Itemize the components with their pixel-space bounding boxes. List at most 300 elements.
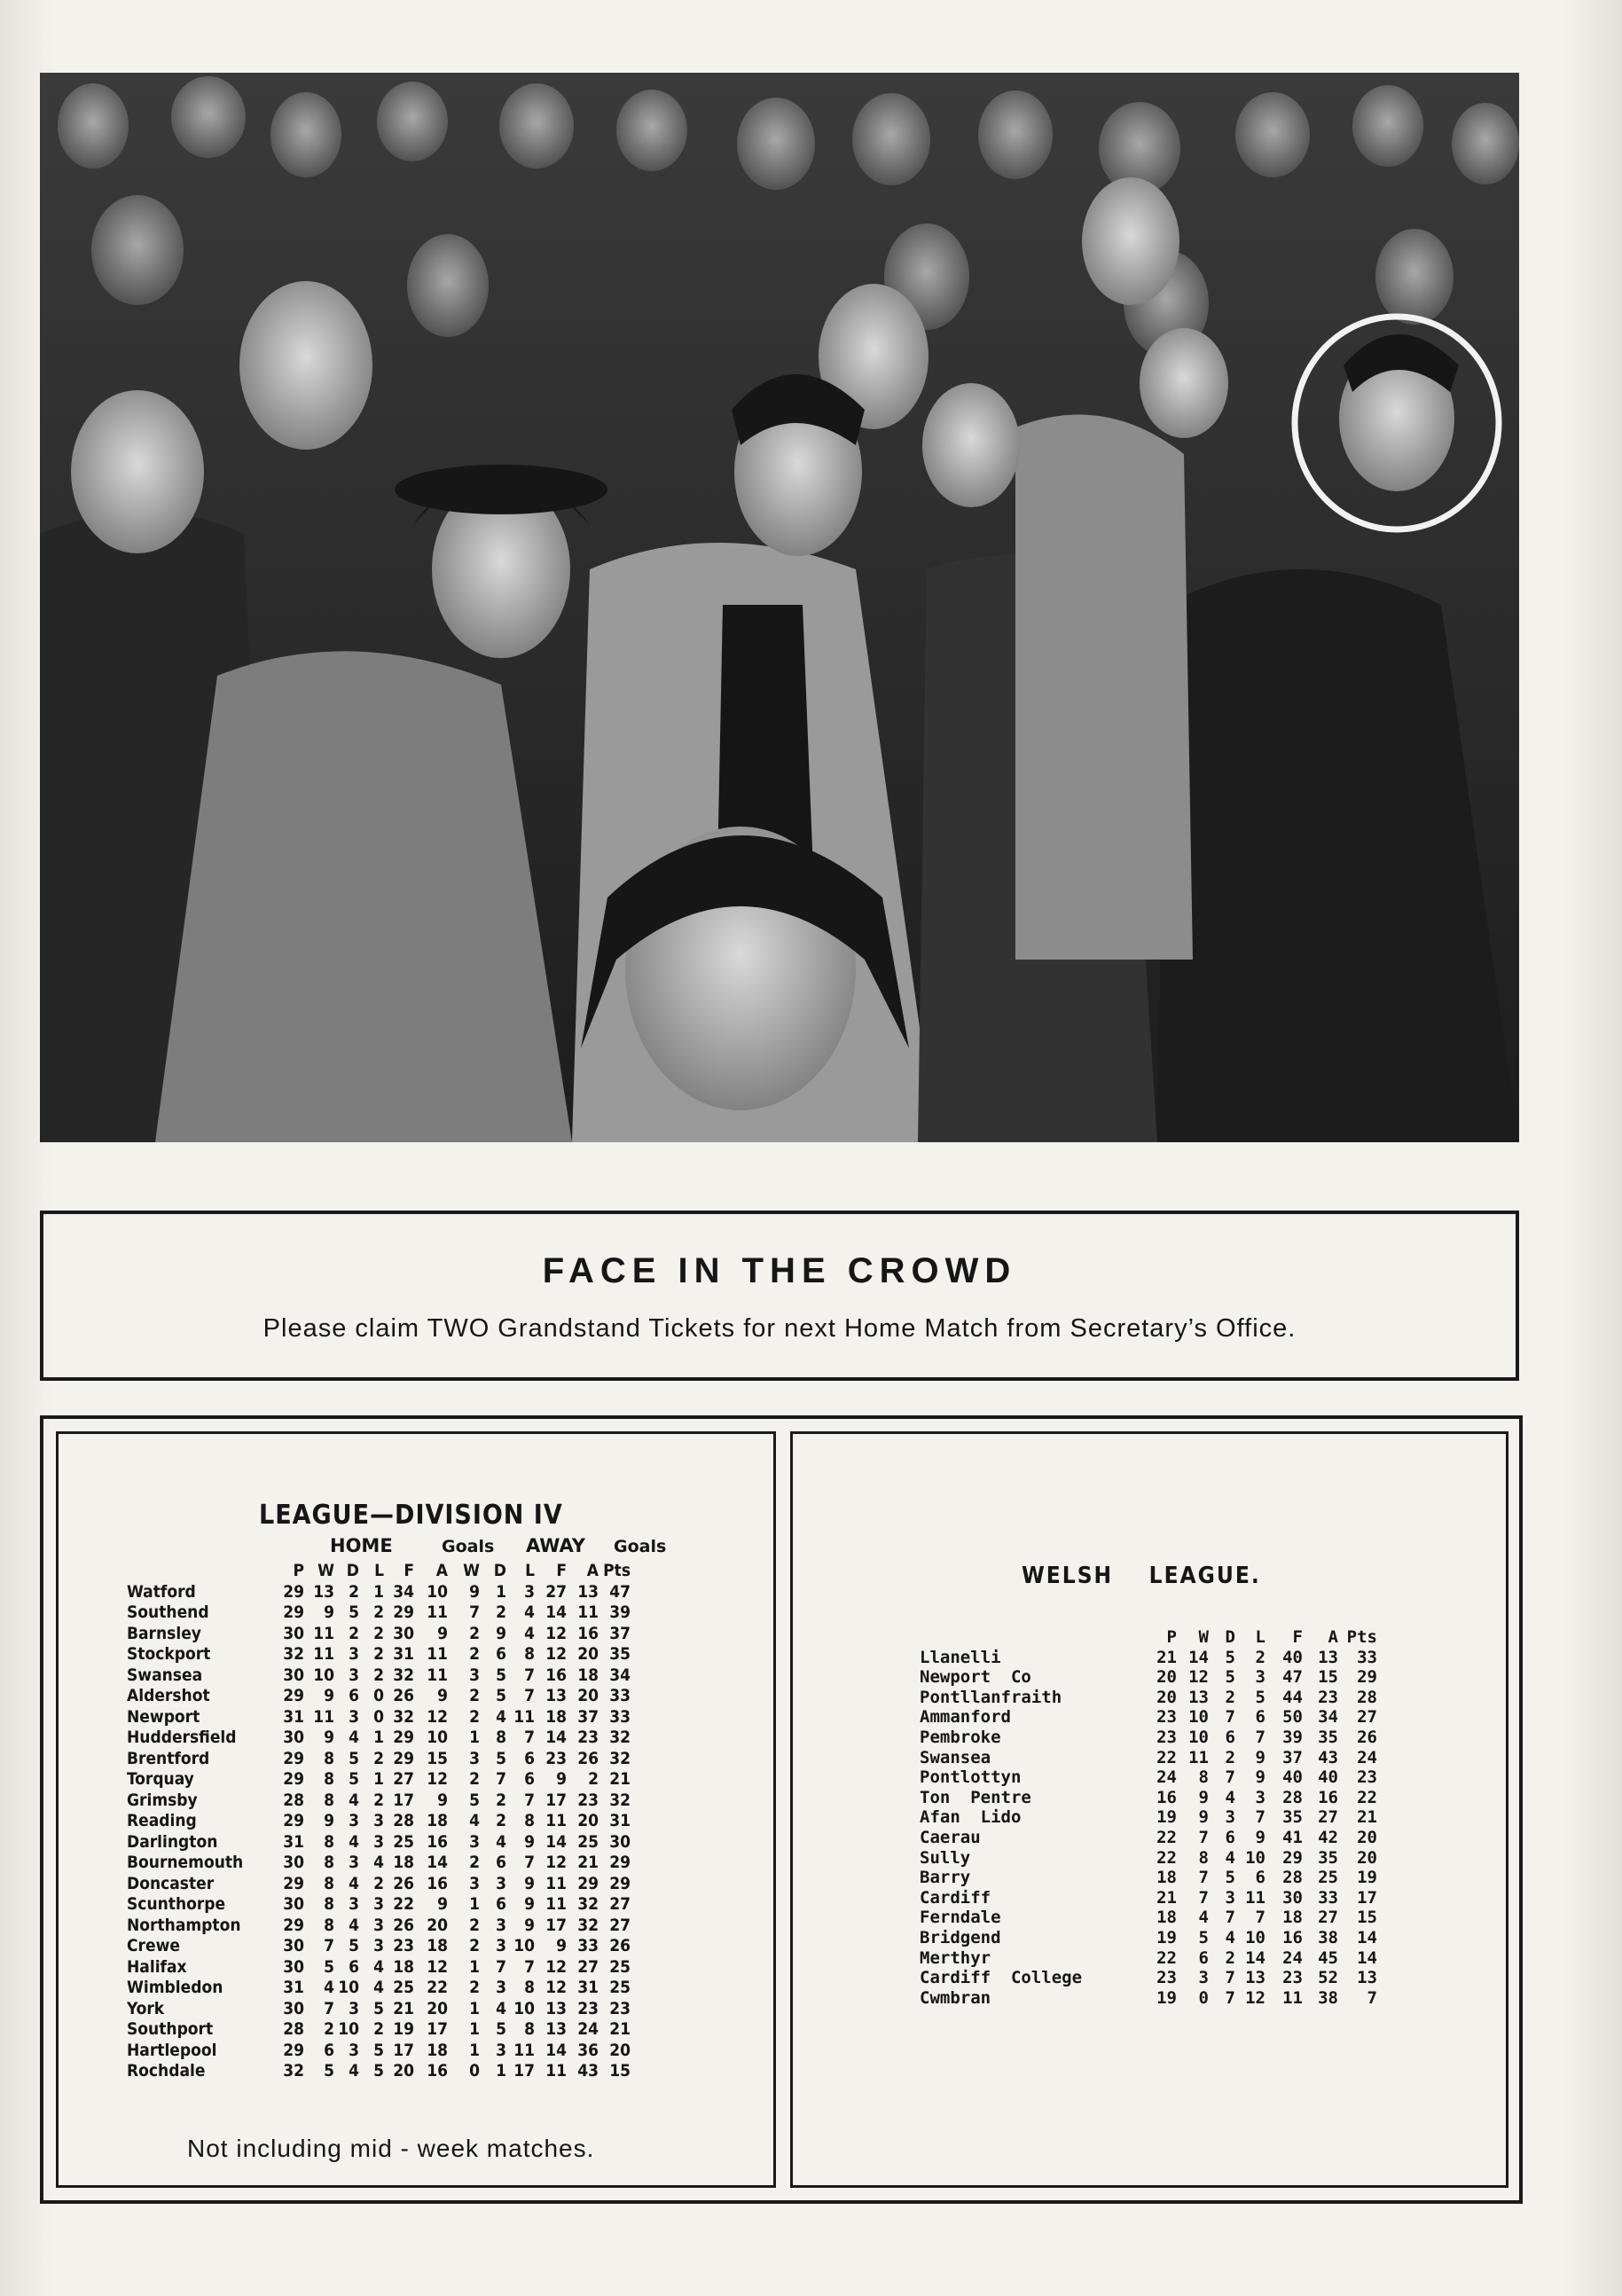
stat-af: 14 (545, 1602, 567, 1622)
stat-pts: 33 (1357, 1647, 1377, 1667)
stat-hf: 18 (393, 1853, 414, 1872)
stat-pts: 21 (1357, 1807, 1377, 1828)
table-row (920, 1888, 1377, 1908)
stat-hf: 32 (393, 1665, 414, 1685)
stat-d: 6 (1225, 1727, 1235, 1747)
table-row (127, 1791, 631, 1812)
stat-hd: 6 (349, 1686, 359, 1705)
stat-ha: 12 (427, 1956, 448, 1977)
stat-af: 11 (545, 1894, 567, 1914)
column-header: W (1198, 1627, 1209, 1647)
stat-ad: 1 (496, 2061, 506, 2081)
stat-af: 12 (545, 1978, 567, 1997)
stat-hw: 5 (324, 1956, 334, 1977)
stat-hd: 3 (349, 1665, 359, 1685)
team-name: Watford (127, 1581, 196, 1602)
table-row (127, 1978, 631, 1999)
team-name: Scunthorpe (127, 1894, 226, 1914)
stat-hd: 5 (349, 1602, 359, 1622)
stat-hl: 1 (373, 1581, 384, 1602)
stat-aw: 2 (469, 1706, 480, 1727)
stat-aw: 4 (469, 1811, 480, 1830)
stat-aw: 1 (469, 2040, 480, 2060)
table-row (127, 1749, 631, 1770)
stat-ha: 22 (427, 1978, 448, 1997)
stat-aa: 20 (577, 1686, 599, 1705)
team-name: Barnsley (127, 1623, 201, 1643)
division-iv-table (127, 1561, 631, 2082)
team-name: Darlington (127, 1831, 218, 1852)
stat-pts: 13 (1357, 1968, 1377, 1988)
stat-p: 23 (1156, 1707, 1177, 1728)
stat-f: 39 (1282, 1727, 1303, 1747)
stat-p: 30 (283, 1853, 304, 1872)
stat-aa: 18 (577, 1665, 599, 1685)
stat-hd: 10 (338, 1978, 359, 1997)
stat-w: 5 (1198, 1927, 1209, 1947)
team-name: Bournemouth (127, 1853, 244, 1872)
stat-hl: 4 (373, 1956, 384, 1977)
stat-p: 20 (1156, 1687, 1177, 1707)
stat-p: 22 (1156, 1847, 1177, 1868)
stat-p: 29 (283, 1581, 304, 1602)
team-name: Grimsby (127, 1790, 198, 1810)
stat-l: 7 (1255, 1727, 1265, 1747)
team-name: Pontllanfraith (920, 1687, 1062, 1707)
stat-pts: 47 (609, 1581, 631, 1602)
stat-af: 17 (545, 1915, 567, 1935)
stat-pts: 23 (609, 1998, 631, 2018)
table-row (920, 1648, 1377, 1668)
stat-p: 21 (1156, 1647, 1177, 1667)
stat-aw: 7 (469, 1602, 480, 1622)
stat-hf: 27 (393, 1769, 414, 1789)
stat-aw: 1 (469, 1998, 480, 2018)
stat-aw: 0 (469, 2061, 480, 2081)
team-name: Cwmbran (920, 1987, 991, 2008)
stat-hf: 34 (393, 1581, 414, 1602)
stat-f: 40 (1282, 1647, 1303, 1667)
column-header: D (346, 1561, 359, 1580)
team-name: Crewe (127, 1936, 180, 1955)
table-row (920, 1828, 1377, 1848)
welsh-league-title: WELSH LEAGUE. (1022, 1563, 1261, 1589)
stat-f: 35 (1282, 1807, 1303, 1828)
team-name: Pembroke (920, 1727, 1001, 1747)
stat-w: 10 (1188, 1707, 1209, 1728)
stat-ad: 6 (496, 1853, 506, 1872)
stat-w: 11 (1188, 1747, 1209, 1767)
stat-al: 4 (524, 1623, 535, 1643)
stat-af: 9 (556, 1936, 567, 1955)
stat-pts: 20 (609, 2040, 631, 2060)
stat-al: 10 (513, 1998, 535, 2018)
stat-l: 9 (1255, 1747, 1265, 1767)
stat-hf: 19 (393, 2019, 414, 2039)
stat-al: 11 (513, 2040, 535, 2060)
stat-w: 0 (1198, 1987, 1209, 2008)
table-row (127, 1644, 631, 1665)
stat-ad: 6 (496, 1894, 506, 1914)
stat-f: 16 (1282, 1927, 1303, 1947)
table-row (920, 1748, 1377, 1768)
stat-ad: 4 (496, 1831, 506, 1852)
stat-d: 7 (1225, 1968, 1235, 1988)
table-row (127, 1832, 631, 1853)
table-row (920, 1868, 1377, 1888)
column-header: A (1328, 1627, 1338, 1647)
stat-hf: 26 (393, 1686, 414, 1705)
stat-af: 23 (545, 1748, 567, 1768)
stat-hd: 4 (349, 2061, 359, 2081)
stat-hw: 8 (324, 1894, 334, 1914)
stat-hw: 11 (313, 1623, 334, 1643)
away-group-header: AWAY (526, 1535, 585, 1556)
stat-aw: 3 (469, 1831, 480, 1852)
stat-ha: 16 (427, 1873, 448, 1893)
stat-p: 30 (283, 1936, 304, 1955)
stat-pts: 20 (1357, 1847, 1377, 1868)
team-name: Torquay (127, 1769, 194, 1789)
team-name: Bridgend (920, 1927, 1001, 1947)
stat-pts: 14 (1357, 1947, 1377, 1968)
table-row (127, 1707, 631, 1728)
stat-aw: 2 (469, 1915, 480, 1935)
stat-pts: 37 (609, 1623, 631, 1643)
stat-aa: 16 (577, 1623, 599, 1643)
stat-aa: 32 (577, 1915, 599, 1935)
stat-af: 17 (545, 1790, 567, 1810)
table-header-row (127, 1561, 631, 1582)
stat-p: 29 (283, 1686, 304, 1705)
stat-hl: 2 (373, 1790, 384, 1810)
stat-l: 5 (1255, 1687, 1265, 1707)
stat-pts: 32 (609, 1728, 631, 1747)
stat-l: 9 (1255, 1827, 1265, 1847)
stat-a: 34 (1318, 1707, 1338, 1728)
stat-p: 29 (283, 1602, 304, 1622)
stat-hd: 10 (338, 2019, 359, 2039)
stat-ha: 14 (427, 1853, 448, 1872)
division-iv-panel (56, 1431, 776, 2188)
stat-hl: 2 (373, 1602, 384, 1622)
stat-hd: 4 (349, 1831, 359, 1852)
column-header: D (1225, 1627, 1235, 1647)
table-row (127, 1728, 631, 1749)
stat-p: 29 (283, 1748, 304, 1768)
stat-hl: 2 (373, 1665, 384, 1685)
column-header: P (293, 1561, 304, 1580)
stat-al: 7 (524, 1728, 535, 1747)
stat-l: 7 (1255, 1908, 1265, 1928)
stat-pts: 39 (609, 1602, 631, 1622)
stat-p: 31 (283, 1831, 304, 1852)
table-row (920, 1667, 1377, 1688)
caption-subtitle: Please claim TWO Grandstand Tickets for next Home Match from Secretary’s Office. (262, 1314, 1297, 1343)
stat-w: 4 (1198, 1908, 1209, 1928)
stat-w: 8 (1198, 1767, 1209, 1788)
column-header: L (1255, 1627, 1265, 1647)
team-name: Ton Pentre (920, 1787, 1031, 1807)
stat-d: 5 (1225, 1647, 1235, 1667)
stat-ha: 18 (427, 1936, 448, 1955)
stat-hl: 2 (373, 1748, 384, 1768)
stat-al: 6 (524, 1769, 535, 1789)
stat-d: 3 (1225, 1807, 1235, 1828)
team-name: Rochdale (127, 2061, 206, 2081)
stat-a: 27 (1318, 1908, 1338, 1928)
stat-hf: 22 (393, 1894, 414, 1914)
stat-d: 3 (1225, 1887, 1235, 1908)
stat-hl: 1 (373, 1769, 384, 1789)
stat-ha: 11 (427, 1602, 448, 1622)
stat-a: 25 (1318, 1868, 1338, 1888)
stat-hw: 11 (313, 1706, 334, 1727)
stat-aa: 33 (577, 1936, 599, 1955)
stat-ad: 4 (496, 1706, 506, 1727)
stat-ad: 4 (496, 1998, 506, 2018)
table-row (127, 1624, 631, 1645)
stat-p: 28 (283, 1790, 304, 1810)
stat-pts: 35 (609, 1644, 631, 1664)
table-row (127, 1936, 631, 1957)
stat-p: 22 (1156, 1747, 1177, 1767)
stat-pts: 33 (609, 1686, 631, 1705)
table-row (127, 1853, 631, 1874)
stat-hw: 9 (324, 1602, 334, 1622)
stat-pts: 32 (609, 1790, 631, 1810)
stat-aw: 2 (469, 1978, 480, 1997)
stat-w: 7 (1198, 1827, 1209, 1847)
team-name: Doncaster (127, 1873, 215, 1893)
stat-al: 10 (513, 1936, 535, 1955)
stat-af: 12 (545, 1956, 567, 1977)
stat-aa: 26 (577, 1748, 599, 1768)
stat-af: 12 (545, 1623, 567, 1643)
welsh-league-table (920, 1627, 1377, 2008)
stat-pts: 14 (1357, 1927, 1377, 1947)
table-row (920, 1968, 1377, 1988)
stat-w: 8 (1198, 1847, 1209, 1868)
team-name: Ferndale (920, 1908, 1001, 1928)
tables-frame (40, 1415, 1523, 2204)
stat-hd: 3 (349, 1644, 359, 1664)
stat-al: 9 (524, 1873, 535, 1893)
team-name: Barry (920, 1868, 971, 1888)
stat-ha: 11 (427, 1665, 448, 1685)
stat-al: 7 (524, 1956, 535, 1977)
division-iv-title: LEAGUE—DIVISION IV (259, 1500, 563, 1531)
stat-w: 7 (1198, 1868, 1209, 1888)
home-group-header: HOME (330, 1535, 393, 1556)
stat-w: 6 (1198, 1947, 1209, 1968)
stat-hw: 2 (324, 2019, 334, 2039)
stat-aw: 3 (469, 1873, 480, 1893)
stat-pts: 24 (1357, 1747, 1377, 1767)
stat-aw: 2 (469, 1936, 480, 1955)
stat-pts: 31 (609, 1811, 631, 1830)
stat-aa: 25 (577, 1831, 599, 1852)
stat-hd: 5 (349, 1748, 359, 1768)
column-header: F (556, 1561, 567, 1580)
stat-ha: 9 (437, 1894, 448, 1914)
stat-pts: 15 (609, 2061, 631, 2081)
column-header: L (374, 1561, 384, 1580)
stat-hf: 29 (393, 1602, 414, 1622)
stat-hl: 0 (373, 1686, 384, 1705)
stat-p: 19 (1156, 1927, 1177, 1947)
stat-aa: 27 (577, 1956, 599, 1977)
caption-box (40, 1211, 1519, 1381)
column-header: A (586, 1561, 599, 1580)
stat-pts: 20 (1357, 1827, 1377, 1847)
stat-pts: 28 (1357, 1687, 1377, 1707)
stat-pts: 22 (1357, 1787, 1377, 1807)
stat-p: 19 (1156, 1807, 1177, 1828)
stat-d: 2 (1225, 1747, 1235, 1767)
stat-ad: 3 (496, 1936, 506, 1955)
stat-aa: 37 (577, 1706, 599, 1727)
stat-p: 18 (1156, 1868, 1177, 1888)
stat-af: 13 (545, 1998, 567, 2018)
stat-hl: 3 (373, 1811, 384, 1830)
team-name: Ammanford (920, 1707, 1011, 1728)
table-header-row (920, 1627, 1377, 1648)
stat-hl: 1 (373, 1728, 384, 1747)
stat-p: 23 (1156, 1968, 1177, 1988)
stat-af: 18 (545, 1706, 567, 1727)
table-row (920, 1707, 1377, 1728)
table-row (920, 1908, 1377, 1928)
stat-hf: 18 (393, 1956, 414, 1977)
stat-aw: 2 (469, 1769, 480, 1789)
stat-f: 24 (1282, 1947, 1303, 1968)
team-name: Southend (127, 1602, 209, 1622)
stat-w: 9 (1198, 1787, 1209, 1807)
stat-pts: 27 (609, 1915, 631, 1935)
stat-hw: 6 (324, 2040, 334, 2060)
table-row (920, 1767, 1377, 1788)
stat-f: 50 (1282, 1707, 1303, 1728)
stat-aa: 2 (588, 1769, 599, 1789)
stat-aw: 5 (469, 1790, 480, 1810)
table-row (920, 1988, 1377, 2009)
stat-ha: 10 (427, 1728, 448, 1747)
stat-af: 12 (545, 1644, 567, 1664)
stat-hf: 31 (393, 1644, 414, 1664)
stat-pts: 15 (1357, 1908, 1377, 1928)
stat-p: 30 (283, 1998, 304, 2018)
stat-aa: 20 (577, 1644, 599, 1664)
stat-pts: 29 (1357, 1667, 1377, 1688)
stat-al: 8 (524, 1811, 535, 1830)
stat-ha: 17 (427, 2019, 448, 2039)
stat-a: 33 (1318, 1887, 1338, 1908)
stat-af: 12 (545, 1853, 567, 1872)
stat-a: 52 (1318, 1968, 1338, 1988)
stat-hd: 2 (349, 1581, 359, 1602)
stat-al: 9 (524, 1831, 535, 1852)
stat-p: 30 (283, 1894, 304, 1914)
stat-ad: 5 (496, 2019, 506, 2039)
stat-pts: 29 (609, 1873, 631, 1893)
stat-d: 4 (1225, 1927, 1235, 1947)
stat-w: 9 (1198, 1807, 1209, 1828)
stat-al: 8 (524, 2019, 535, 2039)
stat-hw: 7 (324, 1936, 334, 1955)
stat-hl: 2 (373, 2019, 384, 2039)
stat-p: 22 (1156, 1947, 1177, 1968)
stat-al: 11 (513, 1706, 535, 1727)
stat-al: 17 (513, 2061, 535, 2081)
team-name: Reading (127, 1811, 197, 1830)
stat-aw: 2 (469, 1686, 480, 1705)
stat-d: 7 (1225, 1707, 1235, 1728)
stat-hl: 4 (373, 1978, 384, 1997)
stat-l: 7 (1255, 1807, 1265, 1828)
stat-hf: 29 (393, 1748, 414, 1768)
table-row (127, 1602, 631, 1624)
stat-al: 8 (524, 1644, 535, 1664)
stat-ha: 16 (427, 1831, 448, 1852)
stat-a: 43 (1318, 1747, 1338, 1767)
stat-ha: 20 (427, 1998, 448, 2018)
stat-af: 16 (545, 1665, 567, 1685)
stat-p: 31 (283, 1978, 304, 1997)
stat-ha: 10 (427, 1581, 448, 1602)
stat-al: 3 (524, 1581, 535, 1602)
stat-pts: 7 (1367, 1987, 1377, 2008)
stat-ad: 2 (496, 1602, 506, 1622)
stat-af: 9 (556, 1769, 567, 1789)
stat-hf: 30 (393, 1623, 414, 1643)
team-name: Swansea (920, 1747, 991, 1767)
stat-w: 12 (1188, 1667, 1209, 1688)
stat-f: 37 (1282, 1747, 1303, 1767)
stat-l: 6 (1255, 1707, 1265, 1728)
stat-hf: 29 (393, 1728, 414, 1747)
team-name: Hartlepool (127, 2040, 217, 2060)
stat-af: 14 (545, 2040, 567, 2060)
stat-hl: 3 (373, 1894, 384, 1914)
team-name: Llanelli (920, 1647, 1001, 1667)
table-row (127, 2061, 631, 2082)
stat-hw: 8 (324, 1853, 334, 1872)
stat-af: 11 (545, 1873, 567, 1893)
stat-hw: 9 (324, 1811, 334, 1830)
stat-pts: 34 (609, 1665, 631, 1685)
stat-d: 6 (1225, 1827, 1235, 1847)
column-header (920, 1627, 1141, 1648)
home-goals-header: Goals (442, 1537, 495, 1556)
stat-ha: 9 (437, 1790, 448, 1810)
stat-hf: 25 (393, 1831, 414, 1852)
stat-aa: 32 (577, 1894, 599, 1914)
stat-hw: 10 (313, 1665, 334, 1685)
stat-pts: 25 (609, 1956, 631, 1977)
stat-al: 7 (524, 1665, 535, 1685)
stat-l: 10 (1245, 1927, 1265, 1947)
stat-af: 11 (545, 1811, 567, 1830)
table-row (127, 1916, 631, 1937)
stat-a: 13 (1318, 1647, 1338, 1667)
stat-hd: 3 (349, 1706, 359, 1727)
stat-hf: 26 (393, 1915, 414, 1935)
stat-ad: 3 (496, 2040, 506, 2060)
stat-f: 23 (1282, 1968, 1303, 1988)
column-header: Pts (603, 1561, 631, 1580)
stat-pts: 33 (609, 1706, 631, 1727)
